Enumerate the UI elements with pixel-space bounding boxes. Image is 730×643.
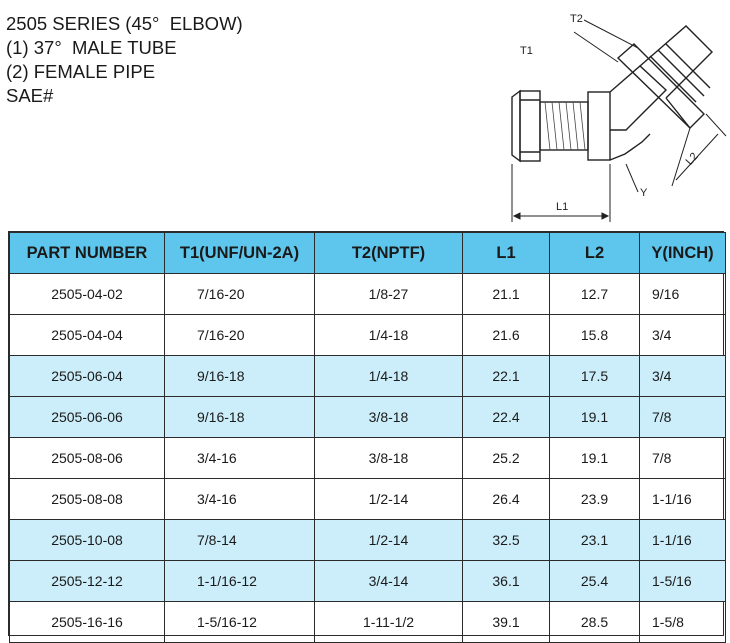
- cell-t1: 7/16-20: [165, 274, 315, 315]
- end-2-description: (2) FEMALE PIPE: [6, 61, 156, 82]
- cell-t1: 1-1/16-12: [165, 561, 315, 602]
- cell-t2: 3/8-18: [315, 397, 463, 438]
- cell-l1: 21.6: [463, 315, 550, 356]
- header-part-number: PART NUMBER: [10, 233, 165, 274]
- table-row: [10, 561, 726, 602]
- cell-part-number: 2505-08-06: [10, 438, 165, 479]
- cell-t2: 1/4-18: [315, 356, 463, 397]
- t2-label: T2: [570, 13, 583, 25]
- cell-y: 1-1/16: [640, 520, 726, 561]
- header-t2: T2(NPTF): [315, 233, 463, 274]
- cell-t2: 3/4-14: [315, 561, 463, 602]
- cell-l1: 25.2: [463, 438, 550, 479]
- cell-l1: 22.1: [463, 356, 550, 397]
- header-l1: L1: [463, 233, 550, 274]
- table-row: [10, 479, 726, 520]
- l2-label: L2: [683, 150, 701, 168]
- cell-t2: 1/8-27: [315, 274, 463, 315]
- cell-l2: 17.5: [550, 356, 640, 397]
- cell-t1: 9/16-18: [165, 397, 315, 438]
- cell-l1: 36.1: [463, 561, 550, 602]
- cell-t1: 3/4-16: [165, 438, 315, 479]
- cell-t1: 7/16-20: [165, 315, 315, 356]
- cell-part-number: 2505-06-04: [10, 356, 165, 397]
- cell-part-number: 2505-04-02: [10, 274, 165, 315]
- cell-l2: 25.4: [550, 561, 640, 602]
- cell-l1: 21.1: [463, 274, 550, 315]
- cell-l1: 32.5: [463, 520, 550, 561]
- cell-part-number: 2505-08-08: [10, 479, 165, 520]
- cell-l2: 23.1: [550, 520, 640, 561]
- cell-l2: 19.1: [550, 397, 640, 438]
- l1-label: L1: [556, 201, 569, 213]
- header-y: Y(INCH): [640, 233, 726, 274]
- cell-t2: 1-11-1/2: [315, 602, 463, 643]
- cell-l2: 28.5: [550, 602, 640, 643]
- cell-l2: 12.7: [550, 274, 640, 315]
- cell-part-number: 2505-06-06: [10, 397, 165, 438]
- table-row: [10, 602, 726, 643]
- cell-y: 3/4: [640, 315, 726, 356]
- cell-t1: 3/4-16: [165, 479, 315, 520]
- cell-t1: 7/8-14: [165, 520, 315, 561]
- table-row: [10, 274, 726, 315]
- cell-y: 7/8: [640, 397, 726, 438]
- cell-l1: 22.4: [463, 397, 550, 438]
- cell-y: 9/16: [640, 274, 726, 315]
- t1-label: T1: [520, 45, 533, 57]
- table-row: [10, 397, 726, 438]
- cell-part-number: 2505-04-04: [10, 315, 165, 356]
- table-row: [10, 315, 726, 356]
- table-header-row: [10, 233, 726, 274]
- cell-l1: 26.4: [463, 479, 550, 520]
- cell-y: 3/4: [640, 356, 726, 397]
- table-row: [10, 356, 726, 397]
- y-label: Y: [640, 187, 648, 199]
- elbow-fitting-drawing: [490, 4, 730, 226]
- cell-t2: 1/4-18: [315, 315, 463, 356]
- cell-t1: 1-5/16-12: [165, 602, 315, 643]
- header-t1: T1(UNF/UN-2A): [165, 233, 315, 274]
- cell-l1: 39.1: [463, 602, 550, 643]
- cell-y: 1-5/8: [640, 602, 726, 643]
- cell-l2: 19.1: [550, 438, 640, 479]
- cell-part-number: 2505-12-12: [10, 561, 165, 602]
- series-title: 2505 SERIES (45° ELBOW): [6, 13, 243, 34]
- cell-l2: 23.9: [550, 479, 640, 520]
- table-row: [10, 438, 726, 479]
- cell-y: 1-1/16: [640, 479, 726, 520]
- cell-part-number: 2505-10-08: [10, 520, 165, 561]
- cell-t1: 9/16-18: [165, 356, 315, 397]
- header-l2: L2: [550, 233, 640, 274]
- cell-t2: 1/2-14: [315, 520, 463, 561]
- dimensions-table: [8, 231, 724, 636]
- series-title-block: [6, 12, 243, 108]
- cell-part-number: 2505-16-16: [10, 602, 165, 643]
- end-1-description: (1) 37° MALE TUBE: [6, 37, 177, 58]
- cell-y: 7/8: [640, 438, 726, 479]
- standard-label: SAE#: [6, 85, 54, 106]
- cell-l2: 15.8: [550, 315, 640, 356]
- cell-t2: 1/2-14: [315, 479, 463, 520]
- table-row: [10, 520, 726, 561]
- cell-y: 1-5/16: [640, 561, 726, 602]
- cell-t2: 3/8-18: [315, 438, 463, 479]
